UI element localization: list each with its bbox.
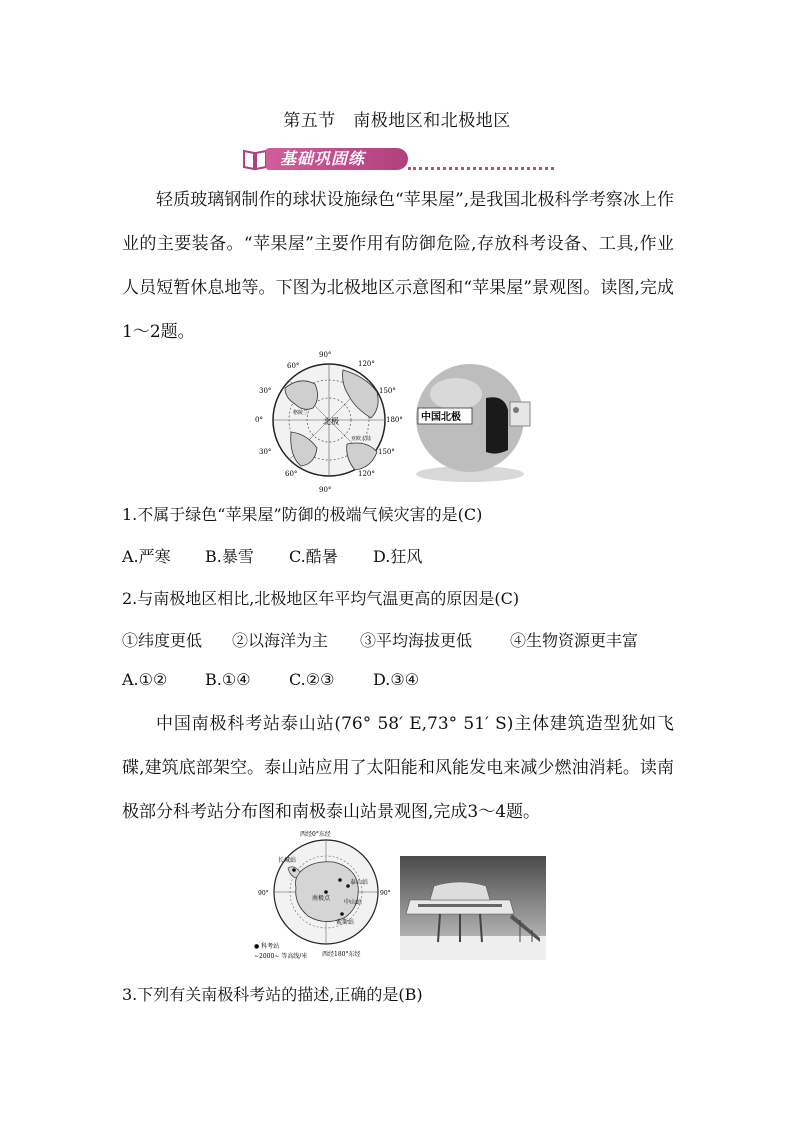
map-label: 150° bbox=[379, 387, 396, 395]
q2-option-d: D.③④ bbox=[373, 670, 420, 689]
map-label: 30° bbox=[259, 448, 272, 456]
map-label: 60° bbox=[287, 362, 300, 370]
section-banner bbox=[240, 146, 556, 176]
station-label: 长城站 bbox=[278, 857, 297, 864]
map-label: 90° bbox=[319, 486, 332, 494]
antarctic-map bbox=[252, 828, 392, 968]
apple-house-sign: 中国北极 bbox=[421, 412, 461, 423]
eurasia-label: 亚欧大陆 bbox=[351, 436, 372, 442]
station-label: 索斯站 bbox=[336, 919, 355, 926]
q2-choice-1: ①纬度更低 bbox=[122, 631, 203, 650]
station-label: 中山站 bbox=[344, 899, 363, 906]
apple-house-photo bbox=[412, 360, 536, 482]
greenland-label: 格陵兰 bbox=[293, 410, 309, 416]
question-1-stem: 1.不属于绿色“苹果屋”防御的极端气候灾害的是(C) bbox=[122, 505, 483, 524]
book-icon bbox=[242, 147, 268, 171]
taishan-station-photo bbox=[400, 856, 546, 960]
map-label: 90° bbox=[380, 890, 391, 897]
map-label: 90° bbox=[258, 890, 269, 897]
q2-option-c: C.②③ bbox=[289, 670, 335, 689]
passage-arctic bbox=[122, 178, 674, 354]
q2-option-a: A.①② bbox=[122, 670, 168, 689]
q2-choice-3: ③平均海拔更低 bbox=[360, 631, 473, 650]
passage-antarctic-text: 中国南极科考站泰山站(76° 58′ E,73° 51′ S)主体建筑造型犹如飞碟,建筑底部架空。泰山站应用了太阳能和风能发电来减少燃油消耗。读南极部分科考站分布图和南极泰山站景观图,完成3～4题。 bbox=[122, 714, 674, 822]
map-label: 120° bbox=[358, 360, 375, 368]
map-label: 180° bbox=[386, 416, 403, 424]
q2-option-b: B.①④ bbox=[205, 670, 251, 689]
map-label: 60° bbox=[285, 470, 298, 478]
q1-option-c: C.酷暑 bbox=[289, 547, 338, 566]
question-3-stem: 3.下列有关南极科考站的描述,正确的是(B) bbox=[122, 985, 423, 1004]
arctic-map bbox=[255, 348, 403, 494]
section-banner-label: 基础巩固练 bbox=[266, 148, 408, 170]
map-label: 150° bbox=[378, 448, 395, 456]
map-label: 120° bbox=[358, 470, 375, 478]
page-title: 第五节 南极地区和北极地区 bbox=[283, 111, 511, 131]
legend-station: ● 科考站 bbox=[254, 943, 280, 950]
q2-choice-4: ④生物资源更丰富 bbox=[510, 631, 639, 650]
question-2-stem: 2.与南极地区相比,北极地区年平均气温更高的原因是(C) bbox=[122, 589, 520, 608]
map-label: 0° bbox=[255, 416, 263, 424]
legend-contour: ~2000~ 等高线/米 bbox=[254, 953, 308, 960]
map-label: 30° bbox=[259, 387, 272, 395]
station-label: 南极点 bbox=[312, 895, 331, 902]
map-label: 西经0°东经 bbox=[300, 831, 331, 838]
passage-antarctic bbox=[122, 702, 674, 834]
q1-option-d: D.狂风 bbox=[373, 547, 423, 566]
map-label: 西经180°东经 bbox=[322, 951, 361, 958]
passage-arctic-text: 轻质玻璃钢制作的球状设施绿色“苹果屋”,是我国北极科学考察冰上作业的主要装备。“苹果屋”主要作用有防御危险,存放科考设备、工具,作业人员短暂休息地等。下图为北极地区示意图和“苹果屋”景观图。读图,完成1～2题。 bbox=[122, 190, 674, 342]
station-label: 泰山站 bbox=[350, 879, 369, 886]
map-label: 90° bbox=[319, 351, 332, 359]
north-pole-label: 北极 bbox=[323, 417, 339, 426]
banner-divider bbox=[408, 167, 554, 170]
q1-option-a: A.严寒 bbox=[122, 547, 171, 566]
q1-option-b: B.暴雪 bbox=[205, 547, 254, 566]
q2-choice-2: ②以海洋为主 bbox=[232, 631, 329, 650]
